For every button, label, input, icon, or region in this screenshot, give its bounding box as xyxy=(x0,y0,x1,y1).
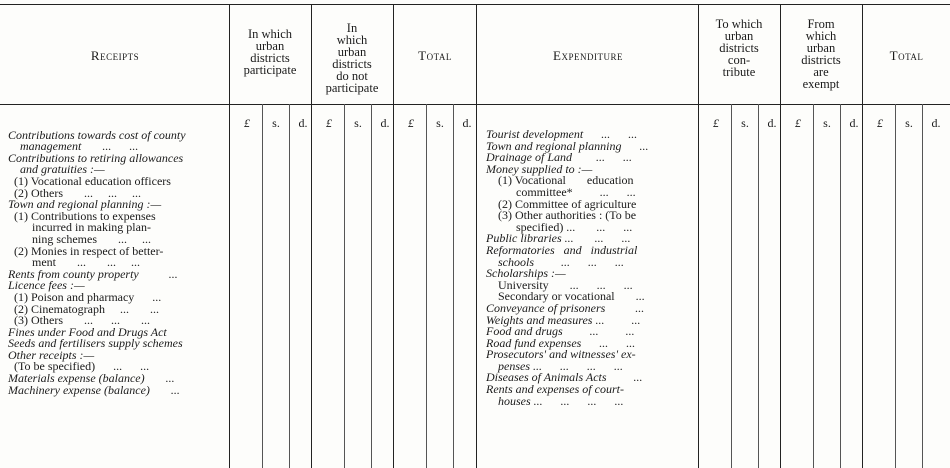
subdivider xyxy=(371,104,372,468)
pence-label: d. xyxy=(767,116,777,130)
pence-label: d. xyxy=(462,116,472,130)
subdivider xyxy=(731,104,732,468)
ledger-line: ment ... ... ... xyxy=(8,255,140,270)
pound-label: £ xyxy=(877,116,883,130)
heading-line: urban xyxy=(255,39,285,53)
divider xyxy=(393,4,394,468)
heading-line: participate xyxy=(325,81,379,95)
ledger-line: Machinery expense (balance) ... xyxy=(8,382,180,397)
heading-line: are xyxy=(813,65,829,79)
ledger-line: schools ... ... ... xyxy=(486,254,624,269)
total-heading-left: Total xyxy=(418,48,452,63)
ledger-line: Scholarships :— xyxy=(486,266,566,281)
heading-line: From xyxy=(807,17,835,31)
ledger-line: (1) Contributions to expenses xyxy=(8,208,156,223)
heading-line: In xyxy=(346,21,358,35)
ledger-line: (1) Vocational education officers xyxy=(8,173,171,188)
not-participate-heading xyxy=(312,22,392,94)
ledger-line: (To be specified) ... ... xyxy=(8,359,150,374)
heading-line: do not xyxy=(336,69,368,83)
ledger-line: Contributions towards cost of county xyxy=(8,127,186,142)
heading-line: districts xyxy=(250,51,290,65)
ledger-line: (2) Others ... ... ... xyxy=(8,185,141,200)
ledger-line: houses ... ... ... ... xyxy=(486,393,624,408)
heading-line: urban xyxy=(724,29,754,43)
ledger-line: Food and drugs ... ... xyxy=(486,324,635,339)
ledger-line: Rents and expenses of court- xyxy=(486,382,624,397)
subdivider xyxy=(344,104,345,468)
pence-label: d. xyxy=(380,116,390,130)
pence-label: d. xyxy=(931,116,941,130)
ledger-line: Weights and measures ... ... xyxy=(486,312,641,327)
receipts-heading: Receipts xyxy=(90,48,140,63)
ledger-line: Prosecutors' and witnesses' ex- xyxy=(486,347,636,362)
ledger-line: (3) Others ... ... ... xyxy=(8,313,150,328)
ledger-line: Money supplied to :— xyxy=(486,161,593,176)
ledger-line: and gratuities :— xyxy=(8,162,105,177)
subdivider xyxy=(289,104,290,468)
pound-label: £ xyxy=(326,116,332,130)
ledger-line: Tourist development ... ... xyxy=(486,127,638,141)
ledger-line: Reformatories and industrial xyxy=(486,242,638,257)
subdivider xyxy=(262,104,263,468)
shilling-label: s. xyxy=(823,116,831,130)
pence-label: d. xyxy=(298,116,308,130)
ledger-line: incurred in making plan- xyxy=(8,220,151,235)
shilling-label: s. xyxy=(905,116,913,130)
ledger-line: (1) Vocational education xyxy=(486,173,634,188)
ledger-line: ning schemes ... ... xyxy=(8,231,151,246)
ledger-line: Town and regional planning :— xyxy=(8,197,162,212)
top-rule xyxy=(0,4,950,5)
ledger-line: Public libraries ... ... ... xyxy=(486,231,631,246)
ledger-line: Licence fees :— xyxy=(8,278,85,293)
ledger-line: committee* ... ... xyxy=(486,184,636,199)
pound-label: £ xyxy=(408,116,414,130)
ledger-line: (3) Other authorities : (To be xyxy=(486,208,637,223)
divider xyxy=(862,4,863,468)
header-rule xyxy=(0,104,950,105)
ledger-line: Other receipts :— xyxy=(8,347,95,362)
ledger-line: Conveyance of prisoners ... xyxy=(486,300,645,315)
ledger-line: Rents from county property ... xyxy=(8,266,178,281)
subdivider xyxy=(758,104,759,468)
ledger-line: Fines under Food and Drugs Act xyxy=(8,324,167,339)
ledger-line: University ... ... ... xyxy=(486,277,633,292)
expenditure-list xyxy=(486,129,648,407)
subdivider xyxy=(922,104,923,468)
contribute-heading xyxy=(699,18,779,78)
heading-line: which xyxy=(805,29,837,43)
heading-line: urban xyxy=(806,41,836,55)
subdivider xyxy=(426,104,427,468)
subdivider xyxy=(453,104,454,468)
ledger-line: specified) ... ... ... xyxy=(486,219,633,234)
pound-label: £ xyxy=(795,116,801,130)
pound-label: £ xyxy=(244,116,250,130)
heading-line: urban xyxy=(337,45,367,59)
ledger-line: (2) Cinematograph ... ... xyxy=(8,301,159,316)
ledger-line: (1) Poison and pharmacy ... xyxy=(8,289,162,304)
subdivider xyxy=(895,104,896,468)
ledger-line: (2) Monies in respect of better- xyxy=(8,243,164,258)
ledger-line: Secondary or vocational ... xyxy=(486,289,645,304)
heading-line: districts xyxy=(719,41,759,55)
total-heading-right: Total xyxy=(889,48,924,63)
heading-line: exempt xyxy=(802,77,840,91)
ledger-line: Contributions to retiring allowances xyxy=(8,150,184,165)
ledger-line: penses ... ... ... ... xyxy=(486,358,623,373)
heading-line: districts xyxy=(801,53,841,67)
participate-heading xyxy=(230,28,310,76)
exempt-heading xyxy=(781,18,861,90)
heading-line: tribute xyxy=(722,65,756,79)
subdivider xyxy=(840,104,841,468)
ledger-line: (2) Committee of agriculture xyxy=(486,196,637,211)
ledger-line: Seeds and fertilisers supply schemes xyxy=(8,336,183,351)
shilling-label: s. xyxy=(436,116,444,130)
divider xyxy=(476,4,477,468)
ledger-line: Road fund expenses ... ... xyxy=(486,335,636,350)
heading-line: To which xyxy=(715,17,763,31)
heading-line: participate xyxy=(243,63,297,77)
ledger-line: Drainage of Land ... ... xyxy=(486,150,633,165)
heading-line: con- xyxy=(727,53,751,67)
ledger-line: Town and regional planning ... xyxy=(486,138,649,153)
shilling-label: s. xyxy=(354,116,362,130)
heading-line: districts xyxy=(332,57,372,71)
subdivider xyxy=(813,104,814,468)
pence-label: d. xyxy=(849,116,859,130)
expenditure-heading: Expenditure xyxy=(553,48,623,63)
ledger-line: management ... ... xyxy=(8,139,139,154)
heading-line: which xyxy=(336,33,368,47)
shilling-label: s. xyxy=(272,116,280,130)
heading-line: In which xyxy=(247,27,293,41)
pound-label: £ xyxy=(713,116,719,130)
ledger-line: Diseases of Animals Acts ... xyxy=(486,370,643,385)
shilling-label: s. xyxy=(741,116,749,130)
receipts-list xyxy=(8,118,186,396)
ledger-line: Materials expense (balance) ... xyxy=(8,371,175,386)
